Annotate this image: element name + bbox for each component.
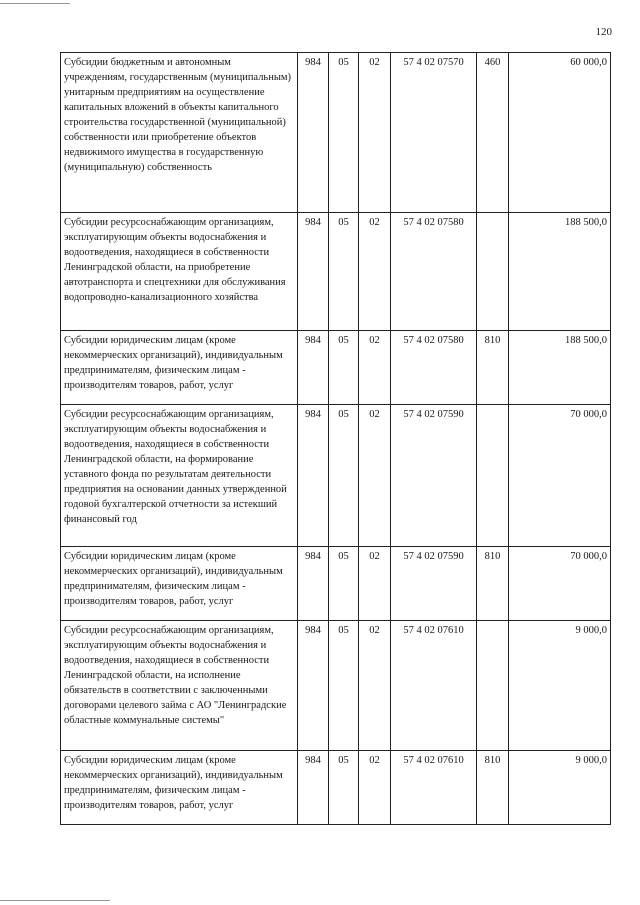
row-subsection-code: 02 [359, 331, 391, 405]
scan-artifact-bottom [0, 900, 110, 901]
row-section-code: 05 [329, 53, 359, 213]
row-admin-code: 984 [298, 405, 329, 547]
row-section-code: 05 [329, 621, 359, 751]
row-amount: 9 000,0 [509, 751, 611, 825]
row-subsection-code: 02 [359, 405, 391, 547]
row-section-code: 05 [329, 213, 359, 331]
row-amount: 70 000,0 [509, 547, 611, 621]
row-description: Субсидии юридическим лицам (кроме некоммерческих организаций), индивидуальным предпринимателям, физическим лицам - производителям товаров, работ, услуг [61, 331, 298, 405]
row-target-code: 57 4 02 07610 [391, 751, 477, 825]
row-admin-code: 984 [298, 751, 329, 825]
row-subsection-code: 02 [359, 751, 391, 825]
row-subsection-code: 02 [359, 213, 391, 331]
table-row [61, 331, 611, 405]
row-expense-type: 810 [477, 331, 509, 405]
row-section-code: 05 [329, 751, 359, 825]
row-description: Субсидии ресурсоснабжающим организациям, эксплуатирующим объекты водоснабжения и водоотведения, находящиеся в собственности Ленинградской области, на приобретение автотранспорта и спецтехники для обслуживания водопроводно-канализационного хозяйства [61, 213, 298, 331]
row-amount: 60 000,0 [509, 53, 611, 213]
row-subsection-code: 02 [359, 53, 391, 213]
row-expense-type [477, 405, 509, 547]
row-expense-type: 810 [477, 751, 509, 825]
row-target-code: 57 4 02 07610 [391, 621, 477, 751]
scan-artifact-top [0, 3, 70, 4]
row-amount: 188 500,0 [509, 331, 611, 405]
row-admin-code: 984 [298, 621, 329, 751]
page-number: 120 [595, 26, 612, 38]
table-row [61, 405, 611, 547]
row-description: Субсидии ресурсоснабжающим организациям, эксплуатирующим объекты водоснабжения и водоотведения, находящиеся в собственности Ленинградской области, на исполнение обязательств в соответствии с заключенными договорами целевого займа с АО "Ленинградские областные коммунальные системы" [61, 621, 298, 751]
table-row [61, 547, 611, 621]
row-subsection-code: 02 [359, 621, 391, 751]
row-description: Субсидии юридическим лицам (кроме некоммерческих организаций), индивидуальным предпринимателям, физическим лицам - производителям товаров, работ, услуг [61, 751, 298, 825]
budget-table [60, 52, 611, 825]
table-row [61, 621, 611, 751]
row-target-code: 57 4 02 07570 [391, 53, 477, 213]
row-admin-code: 984 [298, 213, 329, 331]
table-row [61, 751, 611, 825]
row-expense-type [477, 213, 509, 331]
row-expense-type: 810 [477, 547, 509, 621]
row-expense-type [477, 621, 509, 751]
row-amount: 188 500,0 [509, 213, 611, 331]
row-target-code: 57 4 02 07590 [391, 547, 477, 621]
row-target-code: 57 4 02 07580 [391, 331, 477, 405]
row-target-code: 57 4 02 07590 [391, 405, 477, 547]
row-amount: 70 000,0 [509, 405, 611, 547]
table-row [61, 53, 611, 213]
row-admin-code: 984 [298, 547, 329, 621]
row-admin-code: 984 [298, 53, 329, 213]
row-admin-code: 984 [298, 331, 329, 405]
row-section-code: 05 [329, 547, 359, 621]
row-section-code: 05 [329, 331, 359, 405]
row-description: Субсидии юридическим лицам (кроме некоммерческих организаций), индивидуальным предпринимателям, физическим лицам - производителям товаров, работ, услуг [61, 547, 298, 621]
row-description: Субсидии ресурсоснабжающим организациям, эксплуатирующим объекты водоснабжения и водоотведения, находящиеся в собственности Ленинградской области, на формирование уставного фонда по результатам деятельности предприятия на основании данных утвержденной годовой бухгалтерской отчетности за истекший финансовый год [61, 405, 298, 547]
row-amount: 9 000,0 [509, 621, 611, 751]
table-row [61, 213, 611, 331]
row-section-code: 05 [329, 405, 359, 547]
row-description: Субсидии бюджетным и автономным учреждениям, государственным (муниципальным) унитарным предприятиям на осуществление капитальных вложений в объекты капитального строительства государственной (муниципальной) собственности или приобретение объектов недвижимого имущества в государственную (муниципальную) собственность [61, 53, 298, 213]
row-subsection-code: 02 [359, 547, 391, 621]
row-expense-type: 460 [477, 53, 509, 213]
row-target-code: 57 4 02 07580 [391, 213, 477, 331]
